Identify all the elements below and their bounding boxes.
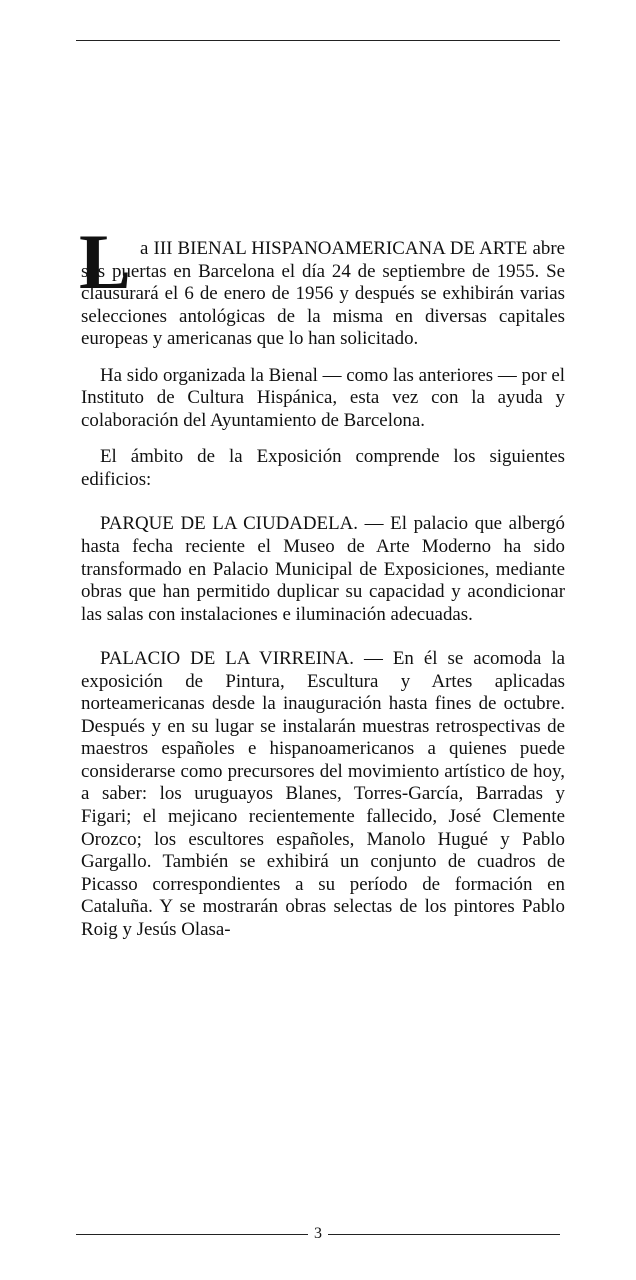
paragraph-ambito: El ámbito de la Exposición comprende los siguientes edificios:	[81, 446, 565, 490]
page-body	[79, 218, 565, 941]
drop-cap: L	[79, 218, 132, 305]
paragraph-organization: Ha sido organizada la Bienal — como las anteriores — por el Instituto de Cultura Hispánica, esta vez con la ayuda y colaboración del Ayuntamiento de Barcelona.	[81, 364, 565, 431]
section-heading-parque: PARQUE DE LA CIUDADELA.	[100, 513, 358, 535]
intro-paragraph	[79, 218, 565, 351]
section-heading-virreina: PALACIO DE LA VIRREINA.	[100, 648, 355, 670]
intro-text: a III BIENAL HISPANOAMERICANA DE ARTE abre sus puertas en Barcelona el día 24 de septiembre de 1955. Se clausurará el 6 de enero de 1956 y después se exhibirán varias selecciones antológicas de la misma en diversas capitales europeas y americanas que lo han solicitado.	[81, 238, 565, 350]
page-footer	[76, 1224, 560, 1244]
section-text-parque: — El palacio que albergó hasta fecha reciente el Museo de Arte Moderno ha sido transformado en Palacio Municipal de Exposiciones, mediante obras que han permitido duplicar su capacidad y acondicionar las salas con instalaciones e iluminación adecuadas.	[81, 513, 565, 625]
top-rule	[76, 40, 560, 41]
footer-rule-right	[328, 1234, 560, 1235]
section-parque-ciudadela	[81, 513, 565, 626]
section-text-virreina: — En él se acomoda la exposición de Pintura, Escultura y Artes aplicadas norteamericanas desde la inauguración hasta fines de octubre. Después y en su lugar se instalarán muestras retrospectivas de maestros españoles e hispanoamericanos a quienes puede considerarse como precursores del movimiento artístico de hoy, a saber: los uruguayos Blanes, Torres-García, Barradas y Figari; el mejicano recientemente fallecido, José Clemente Orozco; los escultores españoles, Manolo Hugué y Pablo Gargallo. También se exhibirá un conjunto de cuadros de Picasso correspondientes a su período de formación en Cataluña. Y se mostrarán obras selectas de los pintores Pablo Roig y Jesús Olasa-	[81, 648, 565, 940]
page-number: 3	[314, 1225, 322, 1242]
section-palacio-virreina	[81, 648, 565, 941]
